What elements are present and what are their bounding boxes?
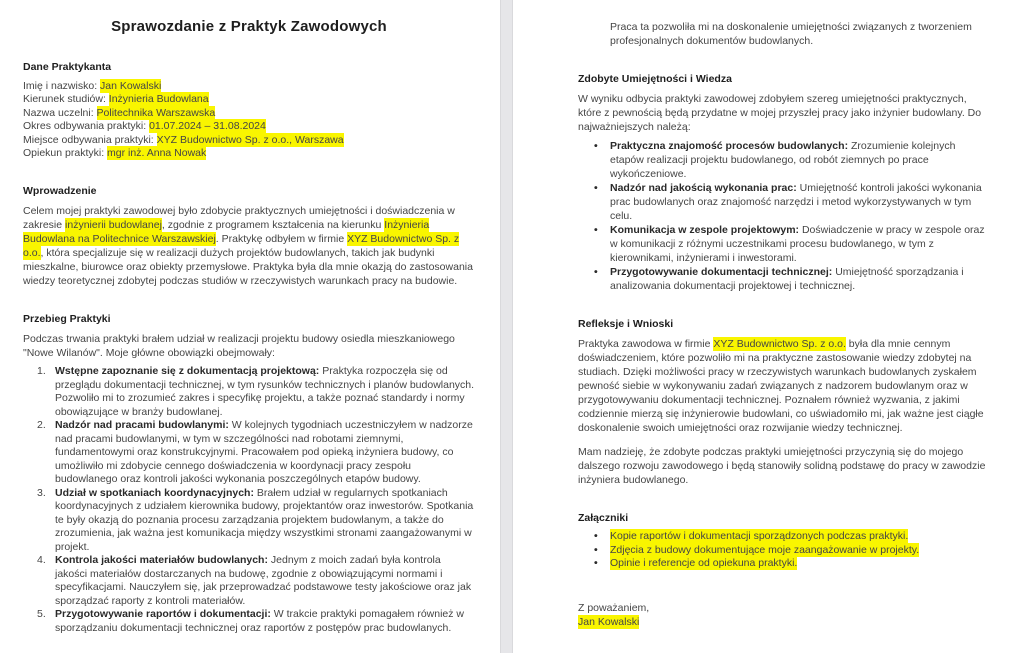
task-item: [23, 554, 475, 608]
highlighted-text: inżynierii budowlanej: [65, 219, 162, 232]
intro-paragraph: [23, 204, 475, 288]
refleksje-paragraph-2: Mam nadzieję, że zdobyte podczas praktyki umiejętności przyczynią się do mojego dalszego rozwoju zawodowego i będą stanowiły solidną podstawę do pracy w zawodzie inżyniera budowlanego.: [578, 446, 986, 486]
highlighted-text: XYZ Budownictwo Sp. z o.o.: [713, 338, 846, 350]
text-run: Komunikacja w zespole projektowym:: [610, 224, 800, 236]
highlighted-text: XYZ Budownictwo Sp. z o.o.: [23, 233, 460, 260]
text-run: Doświadczenie w pracy w zespole oraz w komunikacji z różnymi uczestnikami procesu budowlanego, w tym z kierownikami, inżynierami i inwestorami.: [610, 224, 985, 264]
section-heading-zalaczniki: Załączniki: [578, 512, 629, 524]
skills-list: [578, 139, 990, 293]
text-run: Przygotowywanie dokumentacji technicznej:: [610, 266, 833, 278]
highlighted-text: mgr inż. Anna Nowak: [107, 147, 207, 160]
info-line-period: [23, 120, 475, 133]
highlighted-text: Politechnika Warszawska: [96, 106, 216, 119]
highlighted-text: 01.07.2024 – 31.08.2024: [149, 120, 266, 133]
highlighted-text: Opinie i referencje od opiekuna praktyki.: [610, 557, 798, 569]
highlighted-text: Jan Kowalski: [100, 80, 162, 92]
refleksje-paragraph-1: [578, 337, 990, 435]
text-run: Imię i nazwisko:: [23, 80, 101, 92]
task-item: [23, 365, 475, 419]
text-run: Praktyczna znajomość procesów budowlanych:: [610, 140, 849, 152]
przebieg-lead-paragraph: Podczas trwania praktyki brałem udział w realizacji projektu budowy osiedla mieszkaniowego "Nowe Wilanów". Moje główne obowiązki obejmowały:: [23, 333, 455, 360]
signature-name: [578, 615, 990, 629]
section-heading-dane-praktykanta: Dane Praktykanta: [23, 61, 112, 73]
attachment-item: [578, 557, 990, 571]
skill-item: [578, 139, 990, 181]
info-line-place: [23, 134, 475, 147]
page-1[interactable]: [0, 0, 500, 653]
continuation-paragraph: Praca ta pozwoliła mi na doskonalenie umiejętności związanych z tworzeniem profesjonalnych dokumentów budowlanych.: [610, 21, 972, 47]
umiejetnosci-lead-paragraph: W wyniku odbycia praktyki zawodowej zdobyłem szereg umiejętności praktycznych, które z pewnością będą przydatne w mojej przyszłej pracy jako inżynier budowlany. Do najważniejszych należą:: [578, 93, 982, 133]
highlighted-text: Jan Kowalski: [578, 615, 640, 628]
section-heading-wprowadzenie: Wprowadzenie: [23, 185, 97, 198]
attachments-list: [578, 530, 990, 571]
text-run: Nadzór nad pracami budowlanymi:: [55, 419, 229, 432]
text-run: Nadzór nad jakością wykonania prac:: [610, 182, 797, 194]
task-item: [23, 419, 475, 487]
text-run: była dla mnie cennym doświadczeniem, które pozwoliło mi na praktyczne zastosowanie wiedzy zdobytej na studiach. Dzięki możliwości pracy w rzeczywistych warunkach budowlanych zyskałem pewność siebie w wykonywaniu zadań związanych z nadzorem budowlanym oraz w przygotowywaniu dokumentacji technicznej. Poznałem również wyzwania, z jakimi codziennie mierzą się inżynierowie budowlani, co uświadomiło mi, jak ważne jest ciągłe doskonalenie swoich umiejętności oraz rozwijanie wiedzy technicznej.: [578, 338, 984, 434]
text-run: Wstępne zapoznanie się z dokumentacją projektową:: [55, 365, 320, 378]
text-run: Brałem udział w regularnych spotkaniach koordynacyjnych z udziałem kierownika budowy, projektantów oraz inwestorów. Spotkania te były okazją do poznania procesu zarządzania projektem budowlanym, a także do zrozumienia, jak ważna jest komunikacja między wszystkimi stronami zaangażowanymi w projekt.: [55, 486, 474, 553]
text-run: W kolejnych tygodniach uczestniczyłem w nadzorze nad pracami budowlanymi, w tym w szczególności nad robotami ziemnymi, fundamentowymi oraz konstrukcyjnymi. Pracowałem pod opieką inżyniera budowy, co umożliwiło mi zdobycie cennego doświadczenia w koordynacji pracy zespołu budowlanego oraz kontroli jakości wykonania poszczególnych etapów budowy.: [55, 419, 473, 486]
text-run: Przygotowywanie raportów i dokumentacji:: [55, 608, 271, 621]
skill-item: [578, 223, 990, 265]
attachment-item: [578, 544, 990, 558]
text-run: . Praktykę odbyłem w firmie: [215, 233, 348, 246]
task-item: [23, 608, 475, 635]
page-2[interactable]: [513, 0, 1024, 653]
skill-item: [578, 181, 990, 223]
highlighted-text: XYZ Budownictwo Sp. z o.o., Warszawa: [156, 133, 344, 146]
text-run: Umiejętność kontroli jakości wykonania prac budowlanych oraz znajomość narzędzi i metod wykorzystywanych w tym celu.: [610, 182, 982, 222]
text-run: , która specjalizuje się w realizacji dużych projektów budowlanych, takich jak budynki mieszkalne, biurowce oraz obiekty przemysłowe. Praktyka była dla mnie okazją do zastosowania wiedzy teoretycznej zdobytej podczas studiów w rzeczywistych warunkach pracy na budowie.: [23, 247, 473, 288]
text-run: Nazwa uczelni:: [23, 106, 97, 119]
intern-info-block: [23, 80, 475, 160]
attachment-item: [578, 530, 990, 544]
task-item: [23, 487, 475, 555]
info-line-supervisor: [23, 147, 475, 160]
info-line-field-of-study: [23, 93, 475, 106]
info-line-name: [23, 80, 475, 93]
page-title: Sprawozdanie z Praktyk Zawodowych: [111, 18, 387, 35]
text-run: Okres odbywania praktyki:: [23, 120, 150, 133]
text-run: Praktyka rozpoczęła się od przeglądu dokumentacji technicznej, w tym rysunków technicznych i planów budowlanych. Pozwoliło mi to zrozumieć zakres i specyfikę projektu, a także poznać standardy i normy obowiązujące w branży budowlanej.: [55, 365, 475, 418]
highlighted-text: Kopie raportów i dokumentacji sporządzonych podczas praktyki.: [610, 530, 909, 542]
text-run: Kierunek studiów:: [23, 93, 109, 106]
text-run: Celem mojej praktyki zawodowej było zdobycie praktycznych umiejętności i doświadczenia w zakresie: [23, 205, 455, 232]
tasks-list: [23, 365, 475, 635]
highlighted-text: Inżynieria Budowlana: [108, 93, 209, 106]
text-run: Udział w spotkaniach koordynacyjnych:: [55, 486, 254, 499]
section-heading-przebieg-praktyki: Przebieg Praktyki: [23, 313, 111, 326]
text-run: Miejsce odbywania praktyki:: [23, 133, 157, 146]
highlighted-text: Inżynieria Budowlana na Politechnice Warszawskiej: [23, 219, 430, 246]
skill-item: [578, 265, 990, 293]
section-heading-zdobyte-umiejetnosci: Zdobyte Umiejętności i Wiedza: [578, 73, 732, 85]
highlighted-text: Zdjęcia z budowy dokumentujące moje zaangażowanie w projekty.: [610, 543, 920, 556]
text-run: , zgodnie z programem kształcenia na kierunku: [161, 219, 385, 232]
text-run: Praktyka zawodowa w firmie: [578, 338, 714, 350]
text-run: Zrozumienie kolejnych etapów realizacji projektu budowlanego, od robót ziemnych po prace wykończeniowe.: [610, 140, 956, 180]
page-gutter: [500, 0, 513, 653]
closing-line: Z poważaniem,: [578, 601, 650, 614]
text-run: Umiejętność sporządzania i analizowania dokumentacji projektowej i technicznej.: [610, 266, 964, 292]
text-run: Jednym z moich zadań była kontrola jakości materiałów dostarczanych na budowę, zgodnie z obowiązującymi normami i specyfikacjami. Nauczyłem się, jak przeprowadzać podstawowe testy jakościowe oraz jak sporządzać raporty z kontroli materiałów.: [55, 554, 472, 607]
text-run: Opiekun praktyki:: [23, 147, 108, 160]
text-run: W trakcie praktyki pomagałem również w sporządzaniu dokumentacji technicznej oraz raportów z postępów prac budowlanych.: [55, 608, 465, 634]
section-heading-refleksje: Refleksje i Wnioski: [578, 318, 674, 330]
info-line-university: [23, 107, 475, 120]
text-run: Kontrola jakości materiałów budowlanych:: [55, 554, 268, 567]
